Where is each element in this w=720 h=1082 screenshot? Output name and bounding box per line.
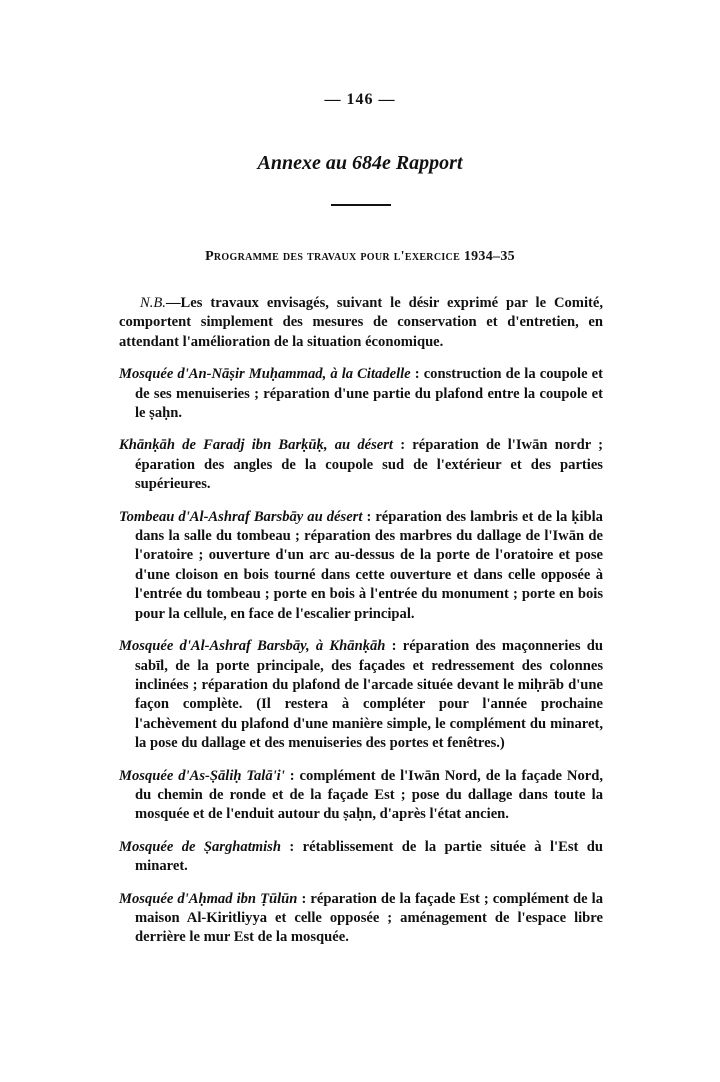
page-number: — 146 — bbox=[324, 91, 396, 108]
entry-ibn-tulun bbox=[119, 890, 603, 948]
entry-text: : réparation de l'Iwān nordr ; éparation des angles de la coupole sud de l'extérieur et des parties supérieures. bbox=[135, 437, 603, 493]
entry-text: : réparation des lambris et de la ḳibla dans la salle du tombeau ; réparation des marbres du dallage de l'Iwān de l'oratoire ; ouverture d'un arc au-dessus de la porte de l'oratoire et pose d'une cloison en bois tourné dans cette ouverture et dans celle opposée à l'entrée du tombeau ; porte en bois à l'entrée du monument ; porte en bois pour la cellule, en face de l'escalier principal. bbox=[135, 508, 603, 622]
entry-name: Mosquée d'An-Nāṣir Muḥammad, à la Citadelle bbox=[119, 366, 411, 383]
entry-name: Mosquée d'Aḥmad ibn Ṭūlūn bbox=[119, 890, 298, 907]
nb-text: —Les travaux envisagés, suivant le désir exprimé par le Comité, comportent simplement des mesures de conservation et d'entretien, en attendant l'amélioration de la situation économique. bbox=[119, 295, 603, 350]
entry-salih-talai bbox=[119, 767, 603, 825]
entry-an-nasir-muhammad bbox=[119, 365, 603, 423]
entry-text: : rétablissement de la partie située à l'Est du minaret. bbox=[135, 838, 603, 875]
programme-heading: Programme des travaux pour l'exercice 1934–35 bbox=[205, 249, 515, 264]
entry-name: Khānḳāh de Faradj ibn Barḳūḳ, au désert bbox=[119, 437, 393, 454]
title-divider bbox=[331, 204, 391, 206]
entry-text: : réparation des maçonneries du sabīl, de la porte principale, des façades et redressement des colonnes inclinées ; réparation du plafond de l'arcade située devant le miḥrāb d'une façon complète. (Il restera à compléter pour l'année prochaine l'achèvement du plafond d'une manière simple, le complément du minaret, la pose du dallage et des menuiseries des portes et fenêtres.) bbox=[135, 638, 603, 752]
entry-khankah-faradj bbox=[119, 436, 603, 494]
annex-title: Annexe au 684e Rapport bbox=[257, 152, 463, 174]
entry-name: Mosquée d'As-Ṣāliḥ Talā'i' bbox=[119, 767, 285, 784]
entry-text: : réparation de la façade Est ; complément de la maison Al-Kiritliyya et celle opposée ; aménagement de l'espace libre derrière le mur Est de la mosquée. bbox=[135, 890, 604, 946]
entry-name: Mosquée de Ṣarghatmish bbox=[119, 838, 281, 855]
body-text bbox=[119, 294, 603, 961]
nb-label: N.B. bbox=[140, 295, 166, 311]
entry-sarghatmish bbox=[119, 838, 603, 877]
entry-mosquee-barsbay-khankah bbox=[119, 637, 603, 753]
nb-paragraph bbox=[119, 294, 603, 352]
entry-text: : construction de la coupole et de ses menuiseries ; réparation d'une partie du plafond entre la coupole et le ṣaḥn. bbox=[135, 366, 603, 422]
entry-tombeau-barsbay bbox=[119, 508, 603, 624]
entry-text: : complément de l'Iwān Nord, de la façade Nord, du chemin de ronde et de la façade Est ; pose du dallage dans toute la mosquée et de l'enduit autour du ṣaḥn, d'après l'état ancien. bbox=[135, 767, 603, 823]
entry-name: Tombeau d'Al-Ashraf Barsbāy au désert bbox=[119, 508, 363, 525]
entry-name: Mosquée d'Al-Ashraf Barsbāy, à Khānḳāh bbox=[119, 638, 386, 655]
